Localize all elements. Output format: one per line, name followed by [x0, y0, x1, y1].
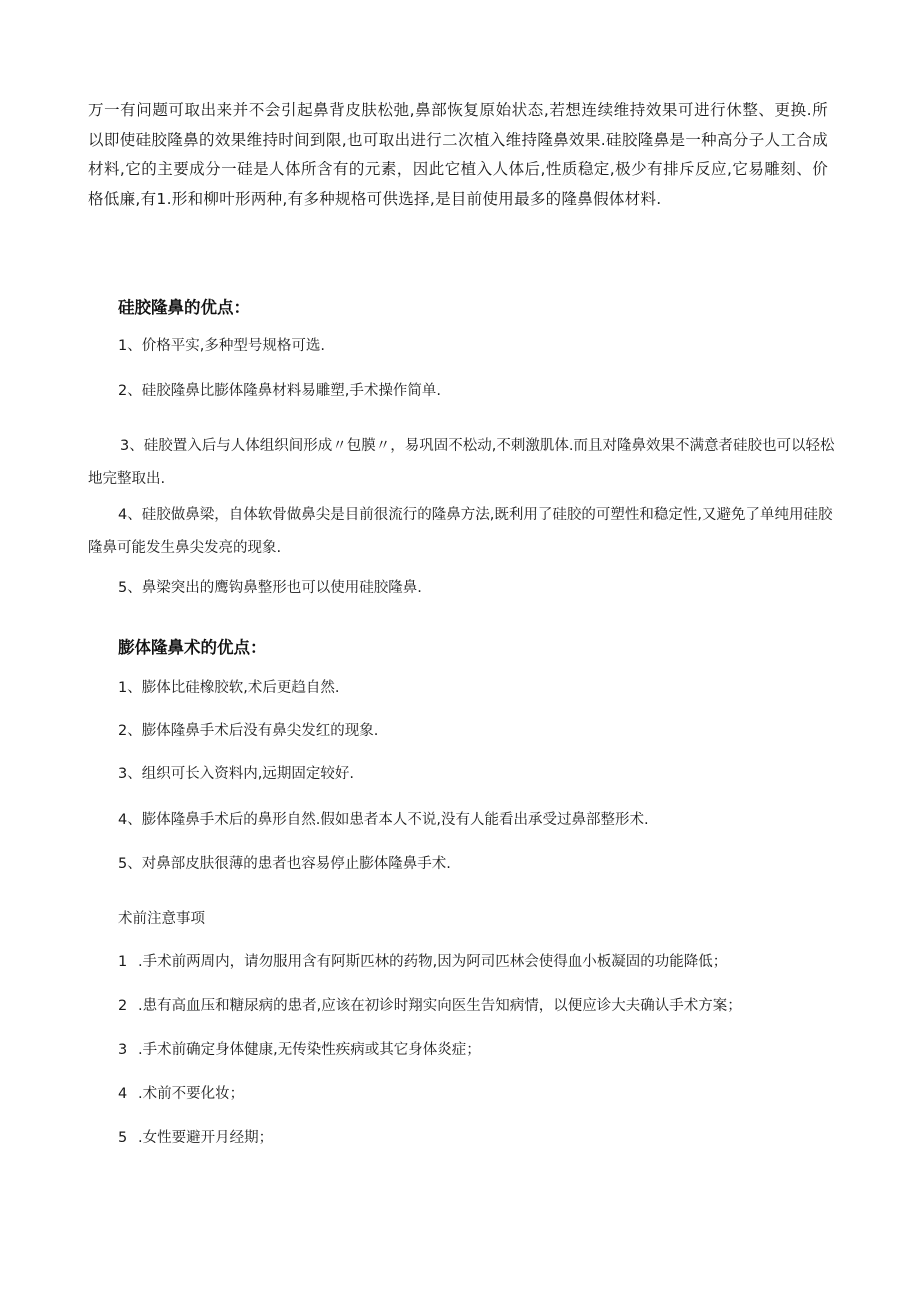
eptfe-advantage-3: 3、组织可长入资料内,远期固定较好. — [118, 766, 354, 782]
silicone-advantage-3: 3、硅胶置入后与人体组织间形成〃包膜〃，易巩固不松动,不刺激肌体.而且对隆鼻效果不满意者硅胶也可以轻松地完整取出. — [88, 438, 835, 487]
note-text: .手术前确定身体健康,无传染性疾病或其它身体炎症； — [138, 1042, 481, 1058]
note-number: 1 — [118, 954, 128, 970]
note-text: .术前不要化妆； — [138, 1086, 245, 1102]
note-text: .女性要避开月经期； — [138, 1130, 274, 1146]
silicone-advantage-4: 4、硅胶做鼻梁，自体软骨做鼻尖是目前很流行的隆鼻方法,既利用了硅胶的可塑性和稳定性,又避免了单纯用硅胶隆鼻可能发生鼻尖发亮的现象. — [88, 507, 833, 556]
note-text: .手术前两周内，请勿服用含有阿斯匹林的药物,因为阿司匹林会使得血小板凝固的功能降低； — [138, 954, 728, 970]
silicone-advantage-5: 5、鼻梁突出的鹰钩鼻整形也可以使用硅胶隆鼻. — [118, 580, 422, 596]
note-number: 4 — [118, 1086, 128, 1102]
silicone-advantage-2: 2、硅胶隆鼻比膨体隆鼻材料易雕塑,手术操作简单. — [118, 383, 441, 399]
silicone-advantages-heading: 硅胶隆鼻的优点： — [118, 298, 250, 317]
intro-paragraph: 万一有问题可取出来并不会引起鼻背皮肤松弛,鼻部恢复原始状态,若想连续维持效果可进行休整、更换.所以即使硅胶隆鼻的效果维持时间到限,也可取出进行二次植入维持隆鼻效果.硅胶隆鼻是一种高分子人工合成材料,它的主要成分一硅是人体所含有的元素，因此它植入人体后,性质稳定,极少有排斥反应,它易雕刻、价格低廉,有1.形和柳叶形两种,有多种规格可供选择,是目前使用最多的隆鼻假体材料. — [88, 101, 828, 208]
eptfe-advantage-1: 1、膨体比硅橡胶软,术后更趋自然. — [118, 680, 340, 696]
note-number: 3 — [118, 1042, 128, 1058]
pre-op-note-1 — [118, 950, 727, 971]
note-text: .患有高血压和糖尿病的患者,应该在初诊时翔实向医生告知病情，以便应诊大夫确认手术方案； — [138, 998, 742, 1014]
eptfe-advantage-2: 2、膨体隆鼻手术后没有鼻尖发红的现象. — [118, 723, 379, 739]
pre-op-note-5 — [118, 1126, 273, 1147]
note-number: 5 — [118, 1130, 128, 1146]
note-number: 2 — [118, 998, 128, 1014]
pre-op-note-3 — [118, 1038, 481, 1059]
silicone-advantage-1: 1、价格平实,多种型号规格可选. — [118, 338, 325, 354]
eptfe-advantages-heading: 膨体隆鼻术的优点： — [118, 638, 267, 657]
eptfe-advantage-4: 4、膨体隆鼻手术后的鼻形自然.假如患者本人不说,没有人能看出承受过鼻部整形术. — [118, 812, 649, 828]
pre-op-note-2 — [118, 994, 742, 1015]
pre-op-notes-heading: 术前注意事项 — [118, 911, 205, 927]
eptfe-advantage-5: 5、对鼻部皮肤很薄的患者也容易停止膨体隆鼻手术. — [118, 856, 451, 872]
pre-op-note-4 — [118, 1082, 244, 1103]
